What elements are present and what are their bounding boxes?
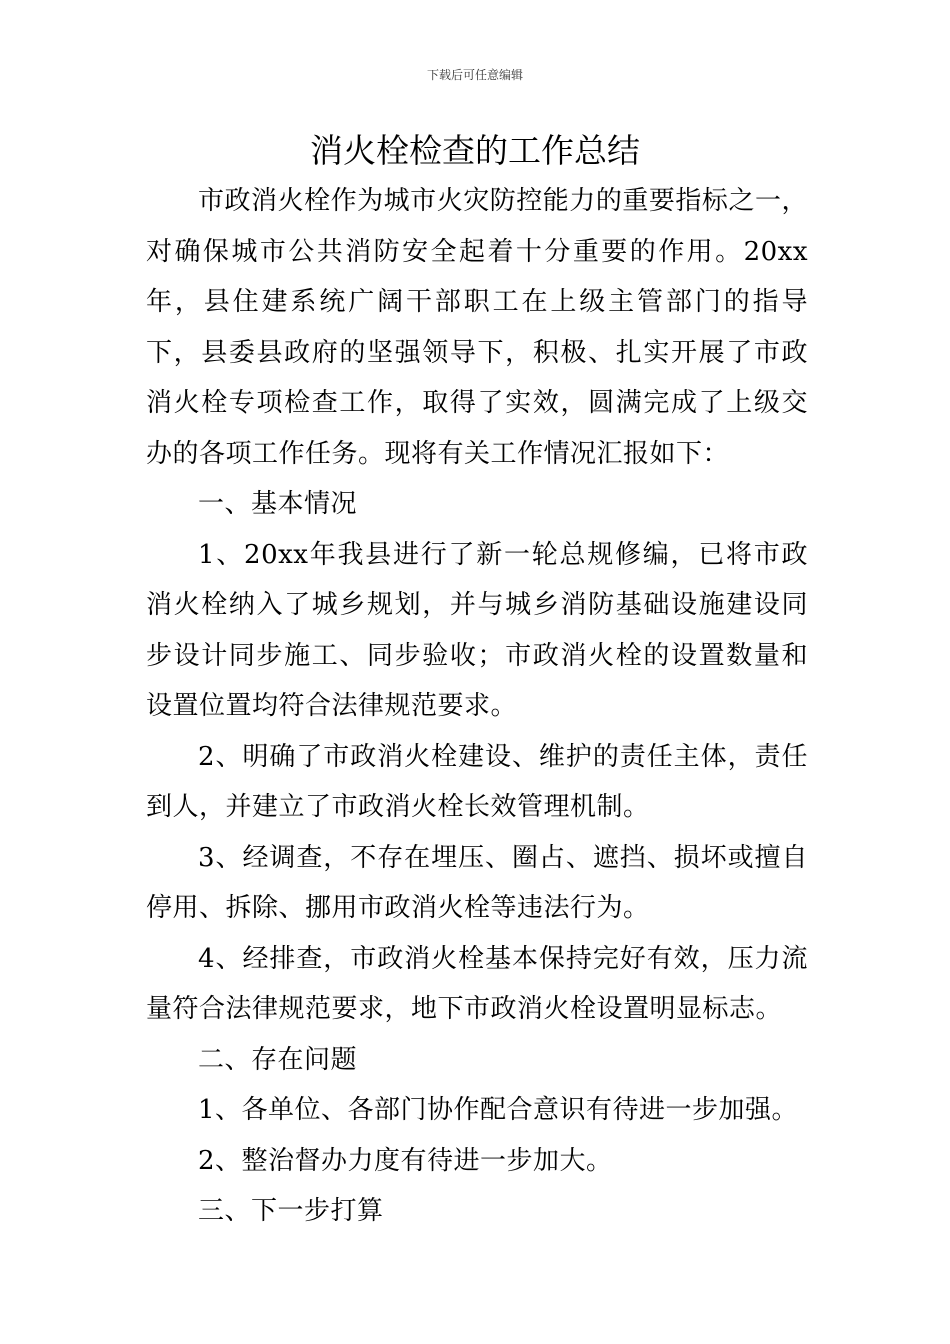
paragraph-item-3: 3、经调查，不存在埋压、圈占、遮挡、损坏或擅自停用、拆除、挪用市政消火栓等违法行为。 xyxy=(146,842,808,923)
paragraph-item-2: 2、明确了市政消火栓建设、维护的责任主体，责任到人，并建立了市政消火栓长效管理机制。 xyxy=(146,741,808,822)
header-note: 下载后可任意编辑 xyxy=(426,68,523,82)
paragraph-item-4: 4、经排查，市政消火栓基本保持完好有效，压力流量符合法律规范要求，地下市政消火栓设置明显标志。 xyxy=(146,943,808,1024)
document-body xyxy=(146,176,808,1237)
paragraph-problem-2: 2、整治督办力度有待进一步加大。 xyxy=(198,1145,613,1176)
section-heading-basic-situation: 一、基本情况 xyxy=(198,489,358,519)
document-title: 消火栓检查的工作总结 xyxy=(310,131,640,170)
section-heading-problems: 二、存在问题 xyxy=(198,1044,358,1075)
paragraph-intro: 市政消火栓作为城市火灾防控能力的重要指标之一，对确保城市公共消防安全起着十分重要的作用。20xx年，县住建系统广阔干部职工在上级主管部门的指导下，县委县政府的坚强领导下，积极、扎实开展了市政消火栓专项检查工作，取得了实效，圆满完成了上级交办的各项工作任务。现将有关工作情况汇报如下： xyxy=(146,186,808,469)
paragraph-item-1: 1、20xx年我县进行了新一轮总规修编，已将市政消火栓纳入了城乡规划，并与城乡消防基础设施建设同步设计同步施工、同步验收；市政消火栓的设置数量和设置位置均符合法律规范要求。 xyxy=(146,539,808,721)
section-heading-next-steps: 三、下一步打算 xyxy=(198,1196,384,1226)
paragraph-problem-1: 1、各单位、各部门协作配合意识有待进一步加强。 xyxy=(198,1095,799,1125)
